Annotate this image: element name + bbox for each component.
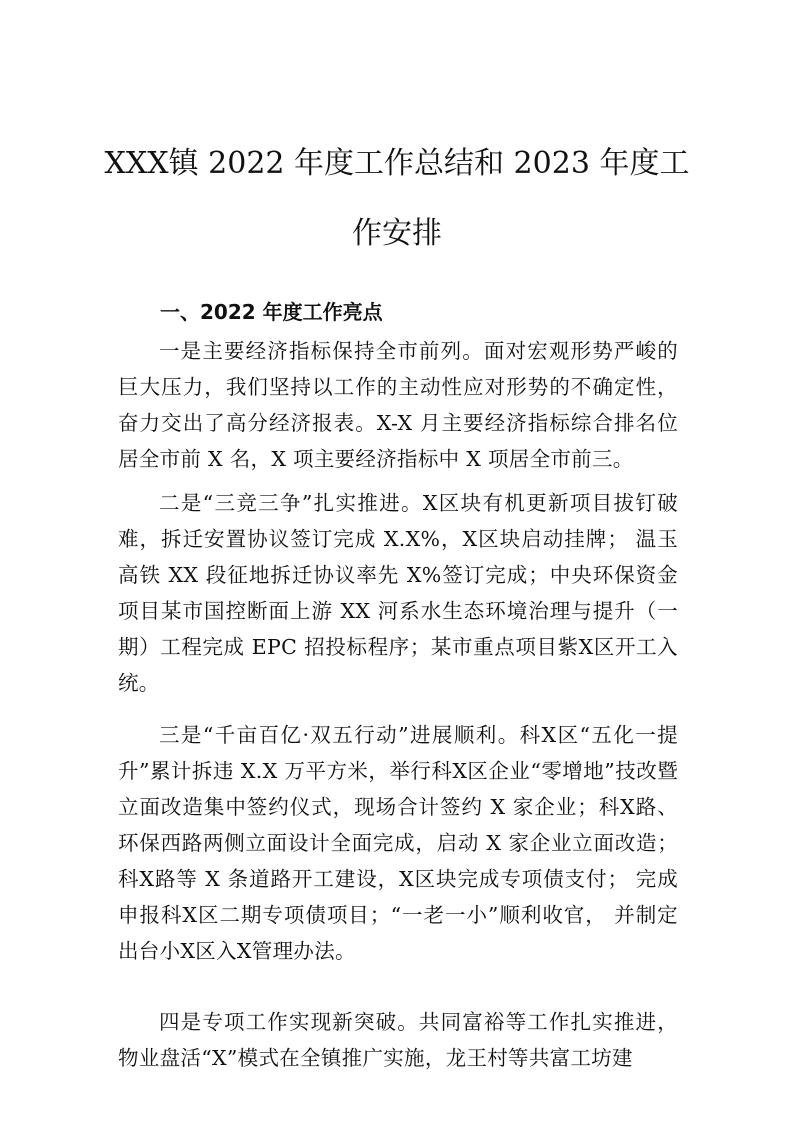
paragraph-thousand-acre-action: 三是“千亩百亿·双五行动”进展顺利。科X区“五化一提升”累计拆违 X.X 万平方米，举行科X区企业“零增地”技改暨立面改造集中签约仪式，现场合计签约 X 家企业；科X路、环保西路两侧立面设计全面完成，启动 X 家企业立面改造；科X路等 X 条道路开工建设，X区块完成专项债支付； 完成申报科X区二期专项债项目；“一老一小”顺利收官， 并制定出台小X区入X管理办法。 <box>118 723 678 963</box>
paragraph-three-competitions: 二是“三竞三争”扎实推进。X区块有机更新项目拔钉破难，拆迁安置协议签订完成 X.X%，X区块启动挂牌； 温玉高铁 XX 段征地拆迁协议率先 X%签订完成；中央环保资金项目某市国控断面上游 XX 河系水生态环境治理与提升（一期）工程完成 EPC 招投标程序；某市重点项目紫X区开工入统。 <box>118 491 678 695</box>
document-title-line-1: XXX镇 2022 年度工作总结和 2023 年度工 <box>104 146 690 181</box>
paragraph-economic-indicators: 一是主要经济指标保持全市前列。面对宏观形势严峻的巨大压力，我们坚持以工作的主动性应对形势的不确定性， 奋力交出了高分经济报表。X-X 月主要经济指标综合排名位居全市前 X 名，X 项主要经济指标中 X 项居全市前三。 <box>118 339 678 471</box>
paragraph-special-work: 四是专项工作实现新突破。共同富裕等工作扎实推进，物业盘活“X”模式在全镇推广实施，龙王村等共富工坊建 <box>118 1010 678 1070</box>
section-heading-highlights: 一、2022 年度工作亮点 <box>160 300 383 324</box>
document-title-line-2: 作安排 <box>352 216 442 251</box>
